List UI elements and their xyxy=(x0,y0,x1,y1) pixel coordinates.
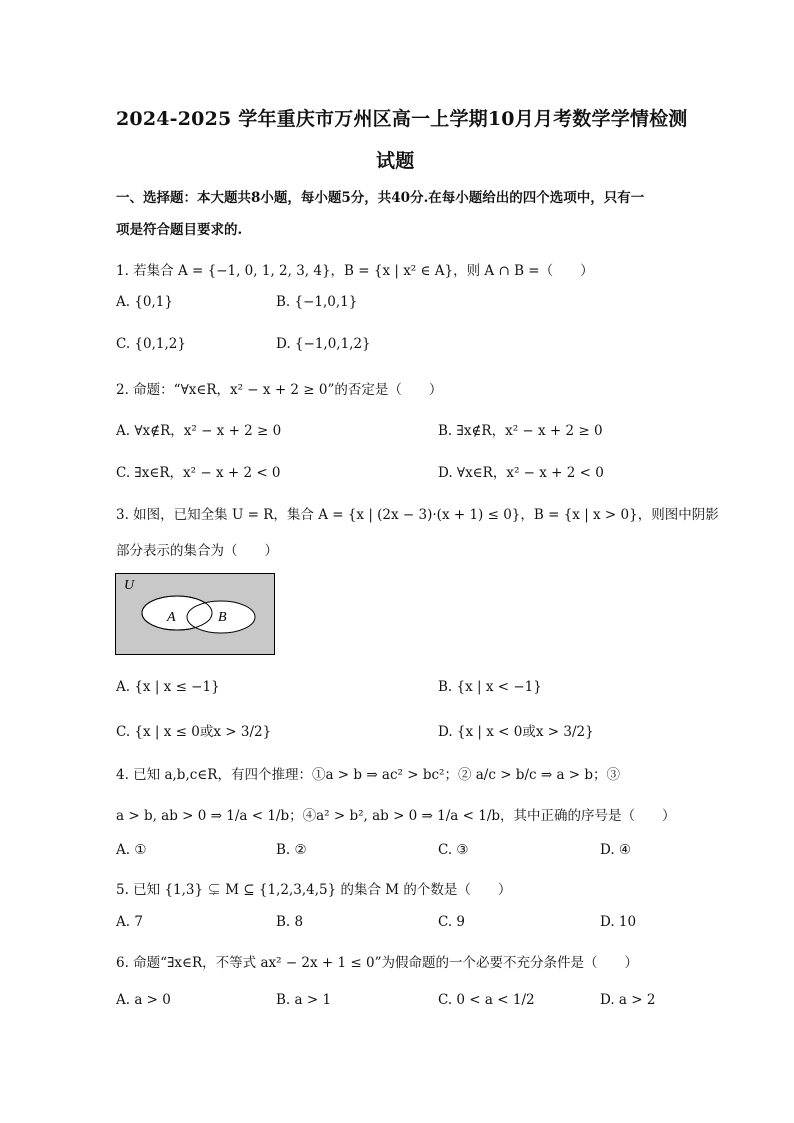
q5-option-d: D. 10 xyxy=(600,914,637,930)
q6-option-b: B. a > 1 xyxy=(276,992,332,1008)
q5-option-b: B. 8 xyxy=(276,914,304,930)
q6-option-a: A. a > 0 xyxy=(116,992,171,1008)
q4-option-d: D. ④ xyxy=(600,842,632,858)
q5-option-c: C. 9 xyxy=(438,914,466,930)
q6-option-d: D. a > 2 xyxy=(600,992,656,1008)
q1-option-b: B. {−1,0,1} xyxy=(276,294,358,310)
q3-option-a: A. {x | x ≤ −1} xyxy=(116,679,220,695)
q5-option-a: A. 7 xyxy=(116,914,143,930)
q3-stem-line1: 3. 如图，已知全集 U = R，集合 A = {x | (2x − 3)·(x + 1) ≤ 0}，B = {x | x > 0}，则图中阴影 xyxy=(116,507,719,523)
q3-option-c: C. {x | x ≤ 0或x > 3/2} xyxy=(116,724,272,740)
venn-label-a: A xyxy=(167,610,176,625)
q6-option-c: C. 0 < a < 1/2 xyxy=(438,992,535,1008)
q4-option-b: B. ② xyxy=(276,842,307,858)
q6-stem: 6. 命题“∃x∈R，不等式 ax² − 2x + 1 ≤ 0”为假命题的一个必要不充分条件是（ ） xyxy=(116,955,638,971)
q1-option-d: D. {−1,0,1,2} xyxy=(276,336,371,352)
q2-option-a: A. ∀x∉R，x² − x + 2 ≥ 0 xyxy=(116,423,282,439)
q1-option-a: A. {0,1} xyxy=(116,294,173,310)
page-title-line2: 试题 xyxy=(376,150,415,172)
q3-stem-line2: 部分表示的集合为（ ） xyxy=(116,543,278,559)
venn-label-u: U xyxy=(124,578,135,593)
q2-stem: 2. 命题：“∀x∈R，x² − x + 2 ≥ 0”的否定是（ ） xyxy=(116,382,443,398)
q3-option-d: D. {x | x < 0或x > 3/2} xyxy=(438,724,594,740)
q3-option-b: B. {x | x < −1} xyxy=(438,679,542,695)
q2-option-c: C. ∃x∈R，x² − x + 2 < 0 xyxy=(116,465,281,481)
q2-option-b: B. ∃x∉R，x² − x + 2 ≥ 0 xyxy=(438,423,603,439)
section-heading-line1: 一、选择题：本大题共8小题，每小题5分，共40分.在每小题给出的四个选项中，只有一 xyxy=(116,190,645,206)
q4-stem-line2: a > b, ab > 0 ⇒ 1/a < 1/b；④a² > b², ab > 0 ⇒ 1/a < 1/b，其中正确的序号是（ ） xyxy=(116,808,676,824)
venn-diagram xyxy=(115,573,275,655)
q5-stem: 5. 已知 {1,3} ⊊ M ⊆ {1,2,3,4,5} 的集合 M 的个数是（ ） xyxy=(116,882,512,898)
q1-stem: 1. 若集合 A = {−1, 0, 1, 2, 3, 4}，B = {x | x² ∈ A}，则 A ∩ B =（ ） xyxy=(116,263,594,279)
section-heading-line2: 项是符合题目要求的. xyxy=(116,222,243,238)
page-title-line1: 2024-2025 学年重庆市万州区高一上学期10月月考数学学情检测 xyxy=(116,108,688,130)
venn-label-b: B xyxy=(218,610,227,625)
q4-stem-line1: 4. 已知 a,b,c∈R，有四个推理：①a > b ⇒ ac² > bc²；② a/c > b/c ⇒ a > b；③ xyxy=(116,767,621,783)
q4-option-c: C. ③ xyxy=(438,842,469,858)
q4-option-a: A. ① xyxy=(116,842,147,858)
q1-option-c: C. {0,1,2} xyxy=(116,336,186,352)
q2-option-d: D. ∀x∈R，x² − x + 2 < 0 xyxy=(438,465,604,481)
